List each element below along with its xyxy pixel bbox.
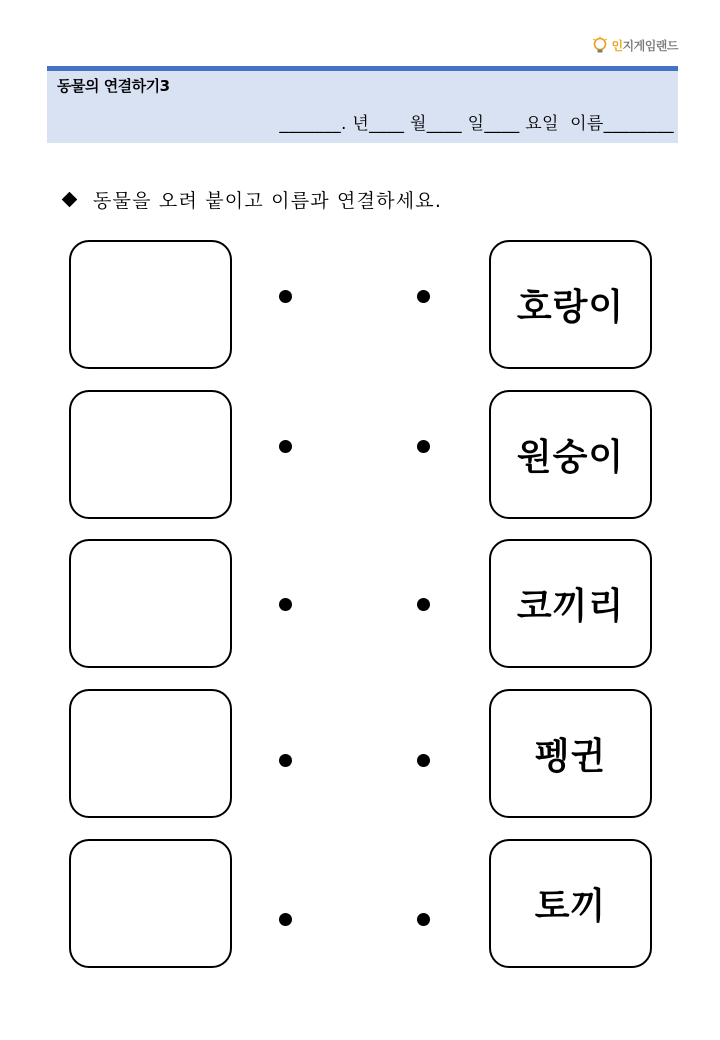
animal-picture-box[interactable] [69, 839, 232, 968]
date-name-line: _______. 년____ 월____ 일____ 요일 이름________ [279, 114, 674, 134]
animal-name-box [489, 390, 652, 519]
animal-name-box [489, 240, 652, 369]
brand-name-highlight: 인 [611, 38, 623, 53]
animal-name: 호랑이 [516, 287, 625, 328]
brand-name: 지게임랜드 [622, 38, 678, 53]
worksheet-header [47, 66, 678, 143]
animal-name: 원숭이 [516, 437, 625, 478]
right-connect-dot[interactable] [417, 290, 430, 303]
animal-name: 펭귄 [534, 736, 607, 777]
diamond-icon [62, 192, 78, 208]
right-connect-dot[interactable] [417, 598, 430, 611]
animal-name-box [489, 539, 652, 668]
right-connect-dot[interactable] [417, 440, 430, 453]
animal-name-box [489, 689, 652, 818]
lightbulb-icon [592, 36, 608, 54]
instruction [60, 186, 442, 213]
animal-name: 코끼리 [516, 586, 625, 627]
right-connect-dot[interactable] [417, 754, 430, 767]
animal-picture-box[interactable] [69, 539, 232, 668]
left-connect-dot[interactable] [279, 913, 292, 926]
instruction-text: 동물을 오려 붙이고 이름과 연결하세요. [93, 190, 443, 212]
worksheet-title: 동물의 연결하기3 [57, 77, 170, 95]
animal-name: 토끼 [534, 886, 607, 927]
left-connect-dot[interactable] [279, 290, 292, 303]
animal-picture-box[interactable] [69, 240, 232, 369]
animal-name-box [489, 839, 652, 968]
left-connect-dot[interactable] [279, 754, 292, 767]
animal-picture-box[interactable] [69, 689, 232, 818]
brand-logo-group [592, 36, 678, 54]
left-connect-dot[interactable] [279, 598, 292, 611]
right-connect-dot[interactable] [417, 913, 430, 926]
animal-picture-box[interactable] [69, 390, 232, 519]
left-connect-dot[interactable] [279, 440, 292, 453]
